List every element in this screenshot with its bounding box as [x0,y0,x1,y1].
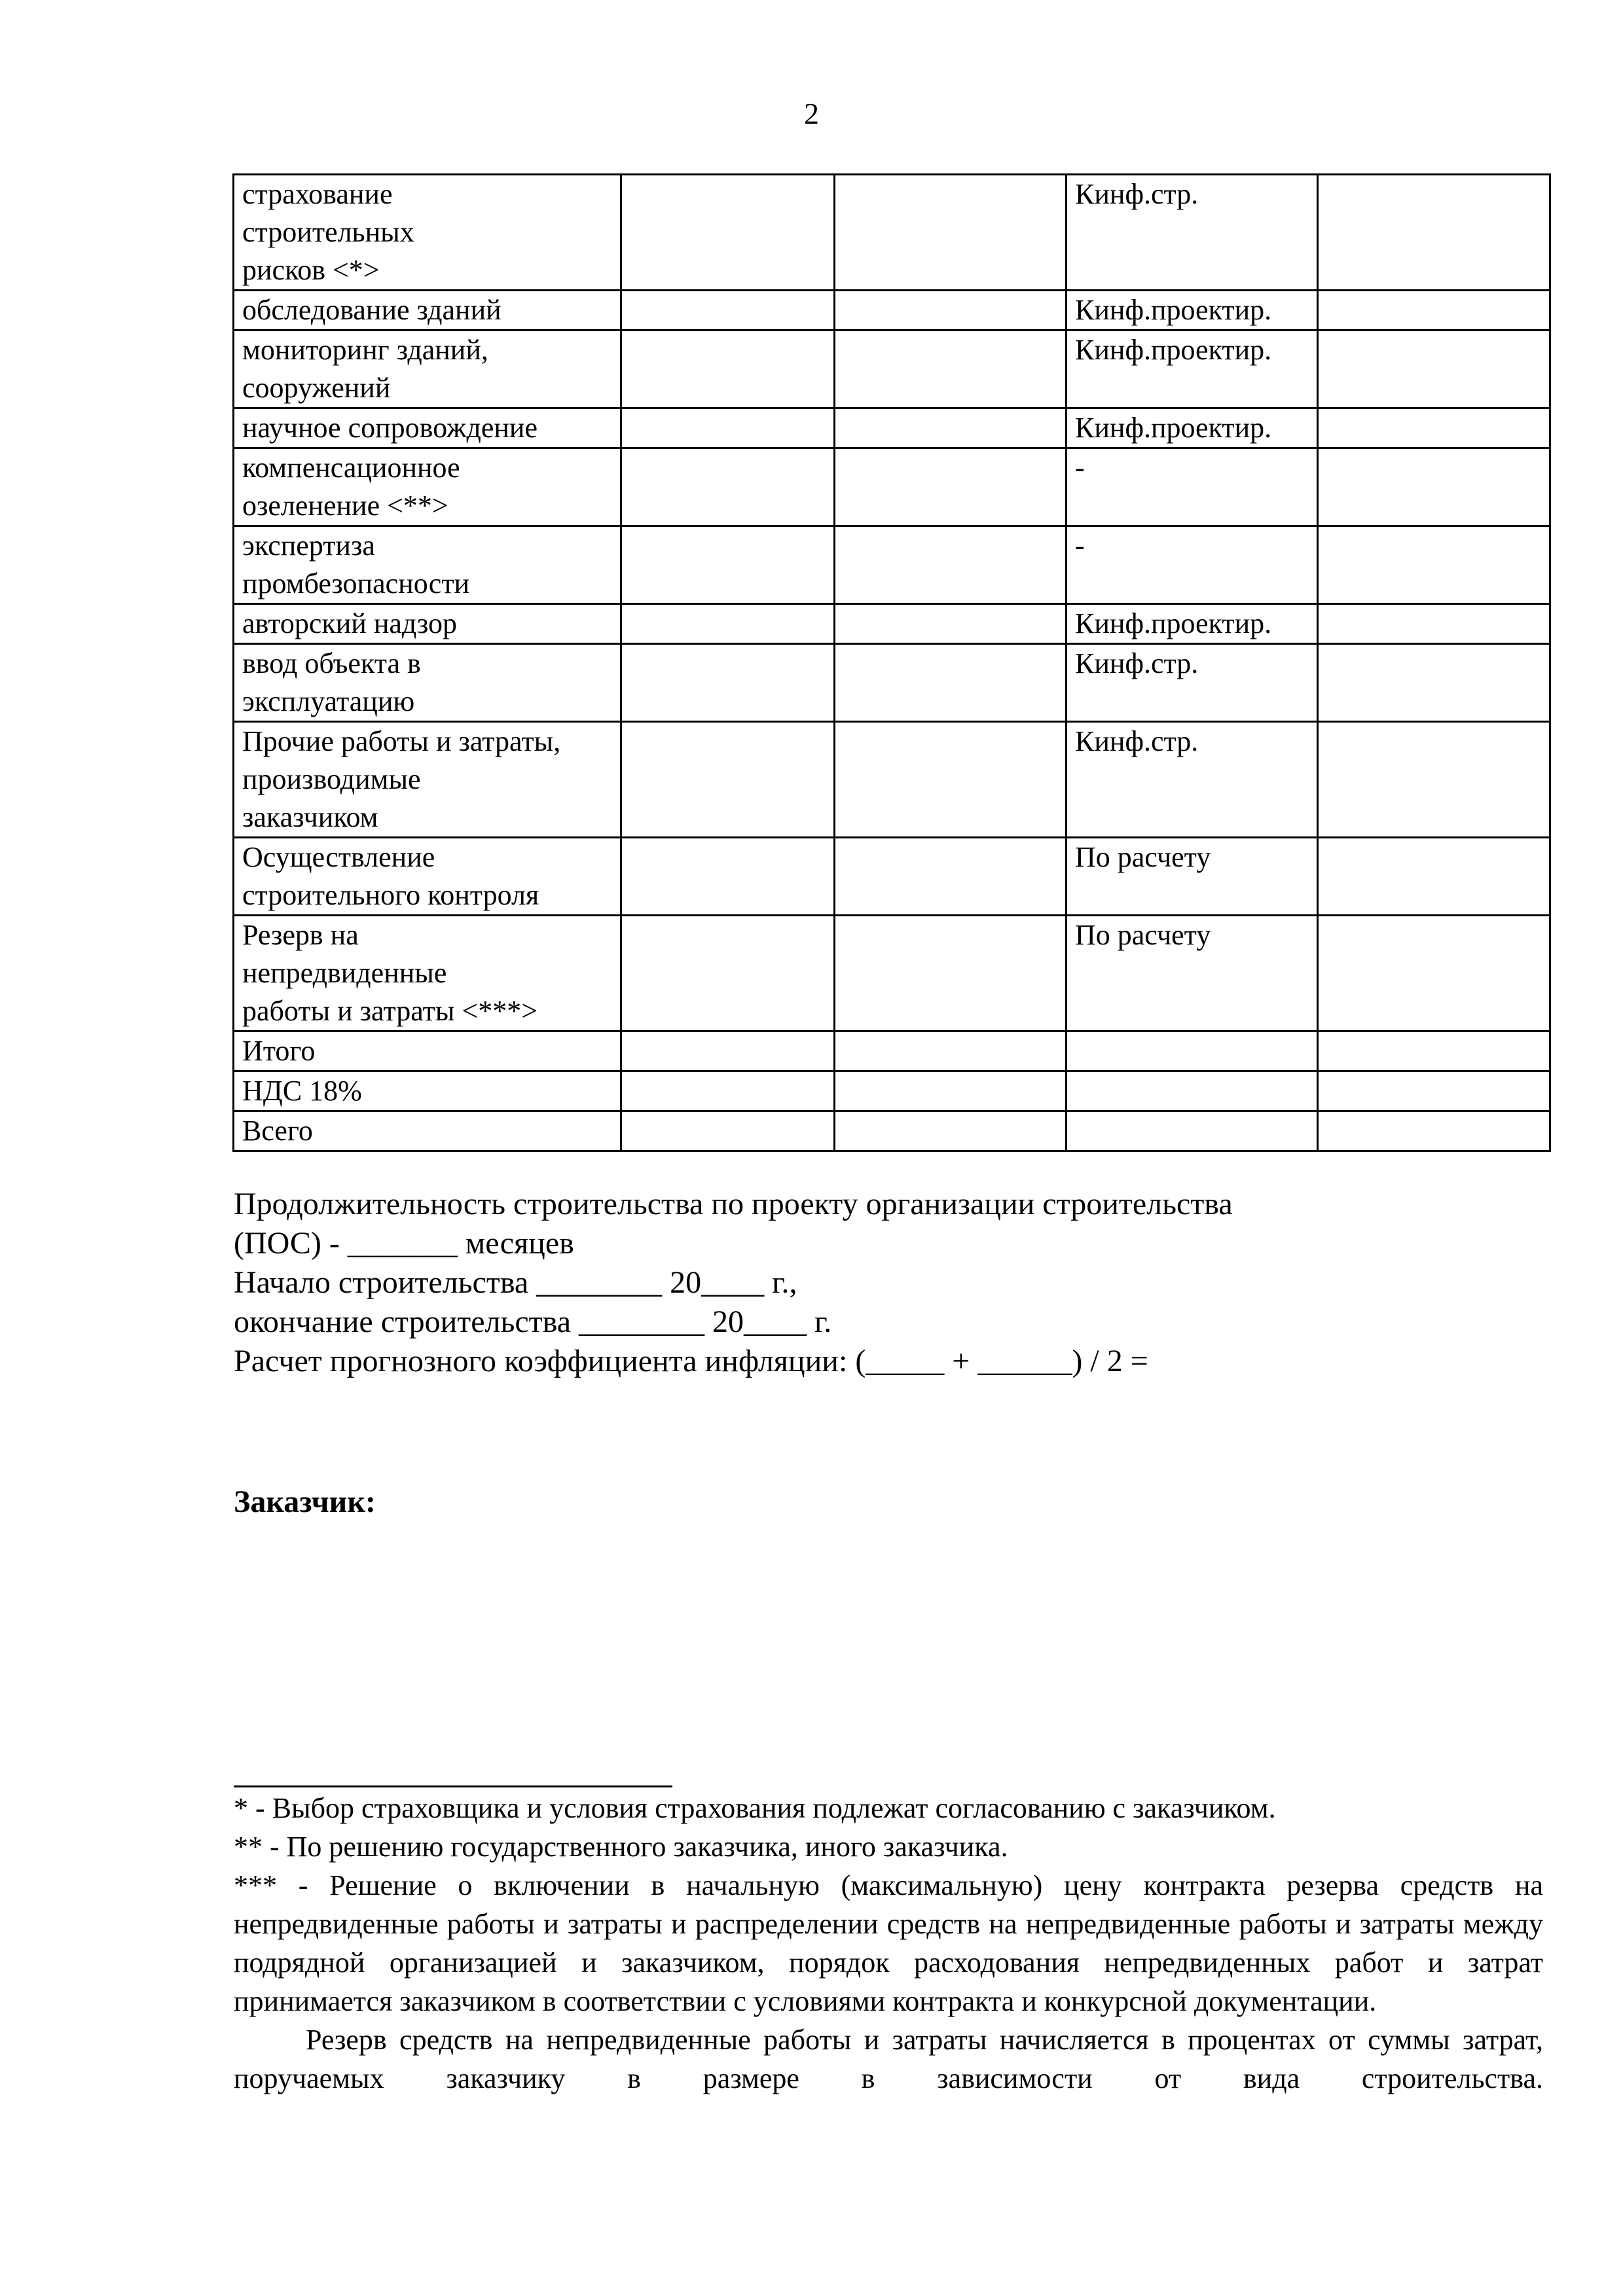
duration-line: Продолжительность строительства по проекту организации строительства [234,1187,1233,1221]
empty-cell [835,331,1067,408]
construction-end-line: окончание строительства ________ 20____ г. [234,1304,832,1339]
cost-basis [1067,1031,1318,1071]
page-number: 2 [804,97,819,130]
empty-cell [621,722,835,838]
table-row [234,448,1550,526]
empty-cell [835,526,1067,604]
empty-cell [1318,331,1550,408]
table-row [234,291,1550,331]
empty-cell [1318,408,1550,448]
empty-cell [621,448,835,526]
cost-item-name: авторский надзор [234,604,621,644]
empty-cell [1318,644,1550,722]
table-row [234,838,1550,916]
table-row [234,916,1550,1031]
cost-item-name: Осуществление строительного контроля [234,838,621,916]
empty-cell [1318,175,1550,291]
empty-cell [621,291,835,331]
empty-cell [835,175,1067,291]
table-row [234,1031,1550,1071]
empty-cell [835,604,1067,644]
cost-item-name: научное сопровождение [234,408,621,448]
footnote-1: * - Выбор страховщика и условия страхования подлежат согласованию с заказчиком. [234,1792,1276,1824]
cost-item-name: Итого [234,1031,621,1071]
cost-basis [1067,1071,1318,1111]
cost-basis [1067,1111,1318,1151]
cost-item-name: НДС 18% [234,1071,621,1111]
cost-basis: Кинф.стр. [1067,722,1318,838]
footnote-2: ** - По решению государственного заказчика, иного заказчика. [234,1831,1008,1863]
table-row [234,175,1550,291]
cost-item-name: Резерв на непредвиденные работы и затраты <***> [234,916,621,1031]
cost-item-name: экспертиза промбезопасности [234,526,621,604]
empty-cell [621,604,835,644]
cost-basis: Кинф.стр. [1067,175,1318,291]
empty-cell [1318,838,1550,916]
empty-cell [835,916,1067,1031]
empty-cell [835,1031,1067,1071]
cost-item-name: обследование зданий [234,291,621,331]
duration-months-line: (ПОС) - _______ месяцев [234,1226,574,1261]
empty-cell [621,175,835,291]
empty-cell [1318,604,1550,644]
empty-cell [835,448,1067,526]
table-row [234,722,1550,838]
empty-cell [835,838,1067,916]
construction-info [234,1185,1543,1381]
empty-cell [621,331,835,408]
construction-start-line: Начало строительства ________ 20____ г., [234,1265,797,1300]
empty-cell [621,644,835,722]
footnote-divider [234,1785,672,1787]
table-row [234,604,1550,644]
cost-basis: Кинф.проектир. [1067,604,1318,644]
empty-cell [835,1071,1067,1111]
empty-cell [1318,722,1550,838]
empty-cell [835,644,1067,722]
empty-cell [1318,1111,1550,1151]
cost-table [232,173,1551,1152]
empty-cell [1318,1031,1550,1071]
empty-cell [835,291,1067,331]
table-row [234,1111,1550,1151]
empty-cell [835,408,1067,448]
empty-cell [835,722,1067,838]
cost-basis: Кинф.проектир. [1067,331,1318,408]
reserve-paragraph: Резерв средств на непредвиденные работы и затраты начисляется в процентах от суммы затрат, поручаемых заказчику в размере в зависимости от вида строительства. [234,2024,1543,2094]
footnotes [234,1789,1543,2098]
empty-cell [621,1071,835,1111]
cost-basis: Кинф.проектир. [1067,291,1318,331]
empty-cell [835,1111,1067,1151]
footnote-3: *** - Решение о включении в начальную (максимальную) цену контракта резерва средств на непредвиденные работы и затраты и распределении средств на непредвиденные работы и затраты между подрядной организацией и заказчиком, порядок расходования непредвиденных работ и затрат принимается заказчиком в соответствии с условиями контракта и конкурсной документации. [234,1869,1543,2017]
cost-basis: - [1067,448,1318,526]
empty-cell [1318,1071,1550,1111]
cost-item-name: ввод объекта в эксплуатацию [234,644,621,722]
cost-basis: По расчету [1067,838,1318,916]
empty-cell [621,408,835,448]
empty-cell [1318,526,1550,604]
table-row [234,1071,1550,1111]
table-row [234,331,1550,408]
cost-basis: - [1067,526,1318,604]
table-row [234,644,1550,722]
cost-basis: По расчету [1067,916,1318,1031]
empty-cell [621,1111,835,1151]
cost-item-name: Прочие работы и затраты, производимые заказчиком [234,722,621,838]
inflation-coefficient-line: Расчет прогнозного коэффициента инфляции: (_____ + ______) / 2 = [234,1344,1148,1378]
cost-item-name: страхование строительных рисков <*> [234,175,621,291]
cost-item-name: мониторинг зданий, сооружений [234,331,621,408]
empty-cell [621,916,835,1031]
empty-cell [1318,448,1550,526]
table-row [234,408,1550,448]
cost-basis: Кинф.проектир. [1067,408,1318,448]
cost-basis: Кинф.стр. [1067,644,1318,722]
table-row [234,526,1550,604]
empty-cell [621,526,835,604]
empty-cell [1318,916,1550,1031]
cost-item-name: компенсационное озеленение <**> [234,448,621,526]
empty-cell [621,838,835,916]
customer-label: Заказчик: [234,1484,376,1519]
cost-item-name: Всего [234,1111,621,1151]
empty-cell [1318,291,1550,331]
empty-cell [621,1031,835,1071]
